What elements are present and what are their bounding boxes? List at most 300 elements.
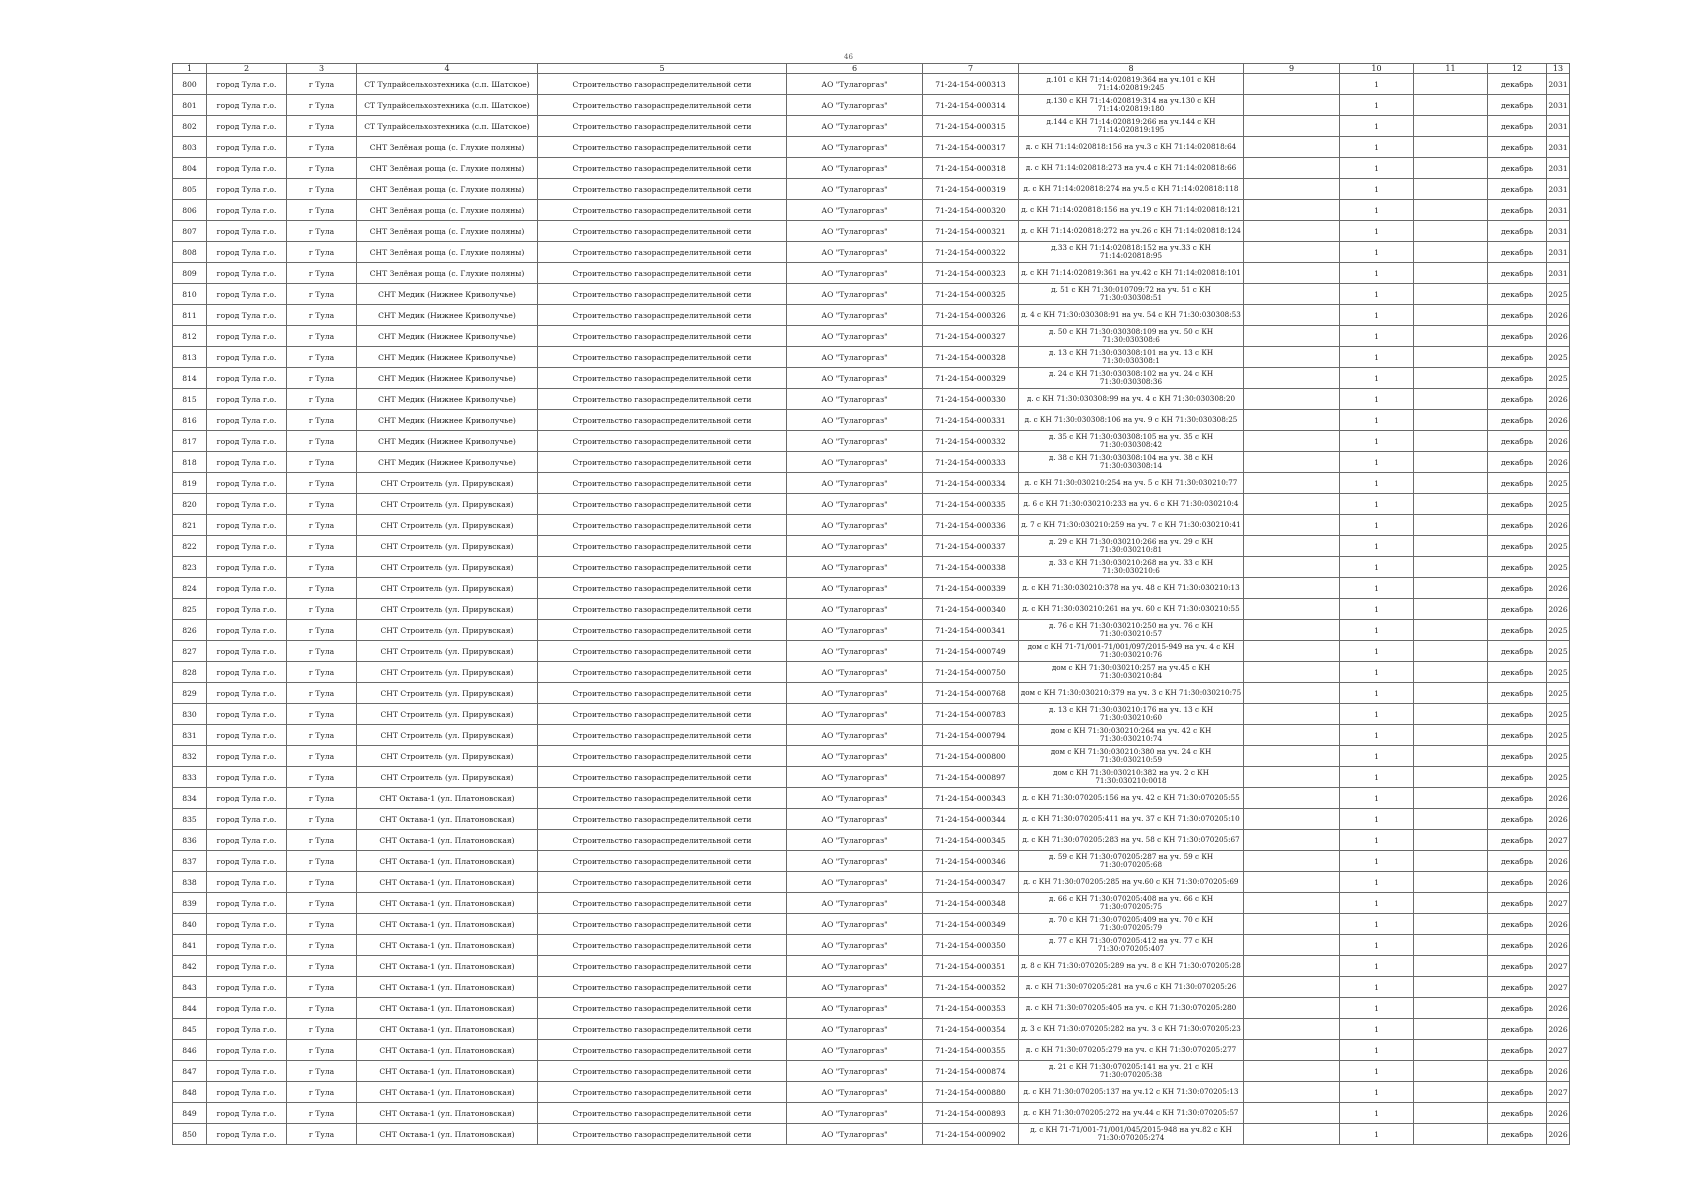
cell-settlement: г Тула <box>287 704 357 725</box>
cell-object-code: 71-24-154-000314 <box>923 95 1019 116</box>
cell-work-type: Строительство газораспределительной сети <box>538 914 787 935</box>
table-row <box>173 830 1570 851</box>
cell-object-name: СНТ Строитель (ул. Прирувская) <box>357 599 538 620</box>
cell-row-number: 836 <box>173 830 207 851</box>
cell-row-number: 835 <box>173 809 207 830</box>
cell-count: 1 <box>1340 893 1414 914</box>
cell-object-name: СНТ Зелёная роща (с. Глухие поляны) <box>357 263 538 284</box>
cell-object-code: 71-24-154-000332 <box>923 431 1019 452</box>
cell-month: декабрь <box>1488 1103 1547 1124</box>
cell-settlement: г Тула <box>287 347 357 368</box>
cell-year: 2031 <box>1547 74 1570 95</box>
cell-object-code: 71-24-154-000750 <box>923 662 1019 683</box>
cell-object-code: 71-24-154-000334 <box>923 473 1019 494</box>
cell-object-name: СНТ Медик (Нижнее Криволучье) <box>357 368 538 389</box>
cell-count: 1 <box>1340 557 1414 578</box>
cell-row-number: 838 <box>173 872 207 893</box>
cell-row-number: 832 <box>173 746 207 767</box>
cell-settlement: г Тула <box>287 179 357 200</box>
cell-work-type: Строительство газораспределительной сети <box>538 599 787 620</box>
cell-year: 2025 <box>1547 725 1570 746</box>
cell-work-type: Строительство газораспределительной сети <box>538 746 787 767</box>
cell-address-cadastral: д. 8 с КН 71:30:070205:289 на уч. 8 с КН 71:30:070205:28 <box>1019 956 1244 977</box>
cell-address-cadastral: д. с КН 71:30:070205:279 на уч. с КН 71:30:070205:277 <box>1019 1040 1244 1061</box>
cell-row-number: 827 <box>173 641 207 662</box>
table-row <box>173 116 1570 137</box>
cell-count: 1 <box>1340 347 1414 368</box>
cell-year: 2025 <box>1547 746 1570 767</box>
cell-row-number: 801 <box>173 95 207 116</box>
cell-address-cadastral: д. 50 с КН 71:30:030308:109 на уч. 50 с КН 71:30:030308:6 <box>1019 326 1244 347</box>
cell-operator: АО "Тулагоргаз" <box>787 347 923 368</box>
cell-operator: АО "Тулагоргаз" <box>787 557 923 578</box>
column-header-1: 1 <box>173 64 207 74</box>
cell-object-code: 71-24-154-000315 <box>923 116 1019 137</box>
cell-work-type: Строительство газораспределительной сети <box>538 1103 787 1124</box>
cell-col-11 <box>1414 599 1488 620</box>
cell-work-type: Строительство газораспределительной сети <box>538 494 787 515</box>
cell-object-code: 71-24-154-000320 <box>923 200 1019 221</box>
cell-count: 1 <box>1340 221 1414 242</box>
cell-address-cadastral: д. с КН 71:30:030210:254 на уч. 5 с КН 71:30:030210:77 <box>1019 473 1244 494</box>
cell-settlement: г Тула <box>287 662 357 683</box>
cell-object-code: 71-24-154-000749 <box>923 641 1019 662</box>
cell-count: 1 <box>1340 788 1414 809</box>
cell-object-name: СТ Тулрайсельхозтехника (с.п. Шатское) <box>357 74 538 95</box>
cell-row-number: 845 <box>173 1019 207 1040</box>
cell-count: 1 <box>1340 641 1414 662</box>
cell-row-number: 809 <box>173 263 207 284</box>
cell-row-number: 803 <box>173 137 207 158</box>
cell-count: 1 <box>1340 578 1414 599</box>
cell-municipality: город Тула г.о. <box>207 284 287 305</box>
cell-month: декабрь <box>1488 200 1547 221</box>
cell-work-type: Строительство газораспределительной сети <box>538 452 787 473</box>
cell-year: 2025 <box>1547 368 1570 389</box>
cell-work-type: Строительство газораспределительной сети <box>538 872 787 893</box>
cell-count: 1 <box>1340 368 1414 389</box>
cell-year: 2026 <box>1547 599 1570 620</box>
cell-address-cadastral: д. с КН 71:30:070205:285 на уч.60 с КН 71:30:070205:69 <box>1019 872 1244 893</box>
cell-object-code: 71-24-154-000329 <box>923 368 1019 389</box>
cell-col-9 <box>1244 851 1340 872</box>
cell-address-cadastral: д. 7 с КН 71:30:030210:259 на уч. 7 с КН 71:30:030210:41 <box>1019 515 1244 536</box>
cell-operator: АО "Тулагоргаз" <box>787 809 923 830</box>
cell-object-name: СНТ Строитель (ул. Прирувская) <box>357 620 538 641</box>
cell-count: 1 <box>1340 914 1414 935</box>
cell-object-name: СНТ Зелёная роща (с. Глухие поляны) <box>357 158 538 179</box>
cell-count: 1 <box>1340 116 1414 137</box>
cell-work-type: Строительство газораспределительной сети <box>538 641 787 662</box>
cell-address-cadastral: д.130 с КН 71:14:020819:314 на уч.130 с КН 71:14:020819:180 <box>1019 95 1244 116</box>
cell-year: 2026 <box>1547 809 1570 830</box>
header-row <box>173 64 1570 74</box>
cell-operator: АО "Тулагоргаз" <box>787 494 923 515</box>
cell-year: 2026 <box>1547 935 1570 956</box>
cell-municipality: город Тула г.о. <box>207 74 287 95</box>
cell-operator: АО "Тулагоргаз" <box>787 158 923 179</box>
cell-object-name: СНТ Октава-1 (ул. Платоновская) <box>357 788 538 809</box>
cell-col-9 <box>1244 263 1340 284</box>
gasification-schedule-table <box>172 63 1570 1145</box>
cell-col-9 <box>1244 1061 1340 1082</box>
cell-col-9 <box>1244 641 1340 662</box>
cell-month: декабрь <box>1488 704 1547 725</box>
cell-year: 2026 <box>1547 452 1570 473</box>
cell-col-11 <box>1414 263 1488 284</box>
table-row <box>173 473 1570 494</box>
cell-col-11 <box>1414 137 1488 158</box>
cell-object-code: 71-24-154-000347 <box>923 872 1019 893</box>
cell-col-11 <box>1414 557 1488 578</box>
cell-operator: АО "Тулагоргаз" <box>787 578 923 599</box>
cell-count: 1 <box>1340 1040 1414 1061</box>
cell-object-name: СНТ Октава-1 (ул. Платоновская) <box>357 851 538 872</box>
cell-col-9 <box>1244 74 1340 95</box>
cell-count: 1 <box>1340 284 1414 305</box>
table-row <box>173 305 1570 326</box>
cell-settlement: г Тула <box>287 305 357 326</box>
cell-col-9 <box>1244 200 1340 221</box>
cell-municipality: город Тула г.о. <box>207 263 287 284</box>
cell-row-number: 813 <box>173 347 207 368</box>
cell-row-number: 819 <box>173 473 207 494</box>
cell-row-number: 844 <box>173 998 207 1019</box>
cell-settlement: г Тула <box>287 515 357 536</box>
cell-row-number: 831 <box>173 725 207 746</box>
cell-address-cadastral: дом с КН 71:30:030210:382 на уч. 2 с КН 71:30:030210:0018 <box>1019 767 1244 788</box>
cell-work-type: Строительство газораспределительной сети <box>538 935 787 956</box>
cell-col-9 <box>1244 305 1340 326</box>
cell-municipality: город Тула г.о. <box>207 620 287 641</box>
cell-work-type: Строительство газораспределительной сети <box>538 473 787 494</box>
cell-municipality: город Тула г.о. <box>207 515 287 536</box>
cell-month: декабрь <box>1488 410 1547 431</box>
cell-address-cadastral: д. с КН 71:30:030210:378 на уч. 48 с КН 71:30:030210:13 <box>1019 578 1244 599</box>
cell-settlement: г Тула <box>287 1082 357 1103</box>
cell-col-11 <box>1414 158 1488 179</box>
cell-municipality: город Тула г.о. <box>207 137 287 158</box>
cell-month: декабрь <box>1488 536 1547 557</box>
cell-col-9 <box>1244 95 1340 116</box>
cell-month: декабрь <box>1488 977 1547 998</box>
cell-count: 1 <box>1340 872 1414 893</box>
cell-row-number: 826 <box>173 620 207 641</box>
cell-municipality: город Тула г.о. <box>207 767 287 788</box>
cell-year: 2025 <box>1547 683 1570 704</box>
cell-municipality: город Тула г.о. <box>207 389 287 410</box>
cell-work-type: Строительство газораспределительной сети <box>538 767 787 788</box>
cell-address-cadastral: д. 13 с КН 71:30:030308:101 на уч. 13 с КН 71:30:030308:1 <box>1019 347 1244 368</box>
cell-year: 2031 <box>1547 242 1570 263</box>
cell-object-name: СНТ Строитель (ул. Прирувская) <box>357 746 538 767</box>
cell-work-type: Строительство газораспределительной сети <box>538 998 787 1019</box>
cell-year: 2031 <box>1547 137 1570 158</box>
cell-municipality: город Тула г.о. <box>207 200 287 221</box>
cell-settlement: г Тула <box>287 1103 357 1124</box>
cell-operator: АО "Тулагоргаз" <box>787 725 923 746</box>
cell-address-cadastral: д.33 с КН 71:14:020818:152 на уч.33 с КН 71:14:020818:95 <box>1019 242 1244 263</box>
cell-municipality: город Тула г.о. <box>207 599 287 620</box>
cell-col-9 <box>1244 578 1340 599</box>
cell-object-name: СНТ Октава-1 (ул. Платоновская) <box>357 1019 538 1040</box>
cell-settlement: г Тула <box>287 956 357 977</box>
cell-address-cadastral: д. с КН 71:30:030308:99 на уч. 4 с КН 71:30:030308:20 <box>1019 389 1244 410</box>
cell-object-name: СНТ Зелёная роща (с. Глухие поляны) <box>357 221 538 242</box>
cell-month: декабрь <box>1488 452 1547 473</box>
cell-operator: АО "Тулагоргаз" <box>787 1040 923 1061</box>
cell-month: декабрь <box>1488 557 1547 578</box>
cell-municipality: город Тула г.о. <box>207 158 287 179</box>
cell-col-11 <box>1414 893 1488 914</box>
cell-settlement: г Тула <box>287 788 357 809</box>
cell-year: 2026 <box>1547 431 1570 452</box>
cell-month: декабрь <box>1488 578 1547 599</box>
cell-object-code: 71-24-154-000325 <box>923 284 1019 305</box>
cell-address-cadastral: д. с КН 71:30:070205:137 на уч.12 с КН 71:30:070205:13 <box>1019 1082 1244 1103</box>
cell-work-type: Строительство газораспределительной сети <box>538 74 787 95</box>
cell-col-11 <box>1414 410 1488 431</box>
cell-address-cadastral: д. с КН 71:30:030210:261 на уч. 60 с КН 71:30:030210:55 <box>1019 599 1244 620</box>
cell-work-type: Строительство газораспределительной сети <box>538 830 787 851</box>
cell-row-number: 811 <box>173 305 207 326</box>
cell-month: декабрь <box>1488 431 1547 452</box>
column-header-3: 3 <box>287 64 357 74</box>
cell-year: 2025 <box>1547 704 1570 725</box>
cell-object-code: 71-24-154-000800 <box>923 746 1019 767</box>
cell-year: 2031 <box>1547 263 1570 284</box>
cell-object-code: 71-24-154-000341 <box>923 620 1019 641</box>
cell-month: декабрь <box>1488 494 1547 515</box>
cell-object-name: СНТ Строитель (ул. Прирувская) <box>357 578 538 599</box>
cell-work-type: Строительство газораспределительной сети <box>538 431 787 452</box>
cell-municipality: город Тула г.о. <box>207 557 287 578</box>
cell-row-number: 847 <box>173 1061 207 1082</box>
cell-object-code: 71-24-154-000331 <box>923 410 1019 431</box>
cell-year: 2025 <box>1547 557 1570 578</box>
cell-work-type: Строительство газораспределительной сети <box>538 1082 787 1103</box>
cell-month: декабрь <box>1488 74 1547 95</box>
cell-work-type: Строительство газораспределительной сети <box>538 515 787 536</box>
cell-row-number: 800 <box>173 74 207 95</box>
cell-col-11 <box>1414 830 1488 851</box>
cell-year: 2026 <box>1547 851 1570 872</box>
cell-operator: АО "Тулагоргаз" <box>787 431 923 452</box>
cell-object-name: СНТ Строитель (ул. Прирувская) <box>357 725 538 746</box>
cell-object-name: СНТ Строитель (ул. Прирувская) <box>357 494 538 515</box>
cell-object-name: СНТ Строитель (ул. Прирувская) <box>357 704 538 725</box>
cell-col-11 <box>1414 641 1488 662</box>
cell-municipality: город Тула г.о. <box>207 662 287 683</box>
cell-object-code: 71-24-154-000322 <box>923 242 1019 263</box>
cell-count: 1 <box>1340 95 1414 116</box>
table-row <box>173 200 1570 221</box>
cell-count: 1 <box>1340 1124 1414 1145</box>
cell-operator: АО "Тулагоргаз" <box>787 473 923 494</box>
cell-settlement: г Тула <box>287 95 357 116</box>
cell-row-number: 848 <box>173 1082 207 1103</box>
cell-object-code: 71-24-154-000350 <box>923 935 1019 956</box>
cell-settlement: г Тула <box>287 683 357 704</box>
cell-work-type: Строительство газораспределительной сети <box>538 620 787 641</box>
cell-object-name: СНТ Октава-1 (ул. Платоновская) <box>357 977 538 998</box>
cell-address-cadastral: д. 76 с КН 71:30:030210:250 на уч. 76 с КН 71:30:030210:57 <box>1019 620 1244 641</box>
cell-object-code: 71-24-154-000902 <box>923 1124 1019 1145</box>
table-row <box>173 956 1570 977</box>
cell-settlement: г Тула <box>287 536 357 557</box>
cell-year: 2026 <box>1547 914 1570 935</box>
cell-col-9 <box>1244 788 1340 809</box>
cell-work-type: Строительство газораспределительной сети <box>538 95 787 116</box>
cell-object-code: 71-24-154-000346 <box>923 851 1019 872</box>
cell-municipality: город Тула г.о. <box>207 977 287 998</box>
cell-col-9 <box>1244 830 1340 851</box>
cell-municipality: город Тула г.о. <box>207 956 287 977</box>
cell-operator: АО "Тулагоргаз" <box>787 830 923 851</box>
cell-municipality: город Тула г.о. <box>207 998 287 1019</box>
cell-object-code: 71-24-154-000344 <box>923 809 1019 830</box>
cell-operator: АО "Тулагоргаз" <box>787 389 923 410</box>
table-row <box>173 515 1570 536</box>
cell-year: 2026 <box>1547 578 1570 599</box>
cell-year: 2025 <box>1547 347 1570 368</box>
table-row <box>173 137 1570 158</box>
cell-operator: АО "Тулагоргаз" <box>787 116 923 137</box>
cell-settlement: г Тула <box>287 1124 357 1145</box>
column-header-12: 12 <box>1488 64 1547 74</box>
cell-object-name: СНТ Зелёная роща (с. Глухие поляны) <box>357 200 538 221</box>
cell-settlement: г Тула <box>287 284 357 305</box>
cell-col-11 <box>1414 326 1488 347</box>
cell-operator: АО "Тулагоргаз" <box>787 1124 923 1145</box>
table-row <box>173 704 1570 725</box>
cell-work-type: Строительство газораспределительной сети <box>538 683 787 704</box>
cell-row-number: 839 <box>173 893 207 914</box>
table-row <box>173 914 1570 935</box>
cell-address-cadastral: д. 3 с КН 71:30:070205:282 на уч. 3 с КН 71:30:070205:23 <box>1019 1019 1244 1040</box>
cell-col-11 <box>1414 452 1488 473</box>
cell-settlement: г Тула <box>287 620 357 641</box>
cell-month: декабрь <box>1488 158 1547 179</box>
cell-settlement: г Тула <box>287 641 357 662</box>
cell-col-11 <box>1414 494 1488 515</box>
cell-month: декабрь <box>1488 599 1547 620</box>
cell-address-cadastral: д. с КН 71:30:070205:156 на уч. 42 с КН 71:30:070205:55 <box>1019 788 1244 809</box>
cell-work-type: Строительство газораспределительной сети <box>538 1040 787 1061</box>
table-row <box>173 767 1570 788</box>
cell-operator: АО "Тулагоргаз" <box>787 536 923 557</box>
cell-object-code: 71-24-154-000340 <box>923 599 1019 620</box>
cell-settlement: г Тула <box>287 368 357 389</box>
cell-month: декабрь <box>1488 137 1547 158</box>
cell-address-cadastral: д. 51 с КН 71:30:010709:72 на уч. 51 с КН 71:30:030308:51 <box>1019 284 1244 305</box>
table-row <box>173 431 1570 452</box>
cell-col-9 <box>1244 557 1340 578</box>
cell-object-name: СНТ Строитель (ул. Прирувская) <box>357 536 538 557</box>
cell-col-9 <box>1244 893 1340 914</box>
table-row <box>173 1103 1570 1124</box>
cell-work-type: Строительство газораспределительной сети <box>538 662 787 683</box>
cell-work-type: Строительство газораспределительной сети <box>538 305 787 326</box>
cell-count: 1 <box>1340 74 1414 95</box>
cell-object-name: СНТ Строитель (ул. Прирувская) <box>357 557 538 578</box>
cell-work-type: Строительство газораспределительной сети <box>538 956 787 977</box>
cell-settlement: г Тула <box>287 725 357 746</box>
table-row <box>173 893 1570 914</box>
cell-object-name: СНТ Медик (Нижнее Криволучье) <box>357 410 538 431</box>
cell-col-11 <box>1414 95 1488 116</box>
cell-col-11 <box>1414 536 1488 557</box>
cell-year: 2026 <box>1547 389 1570 410</box>
cell-col-11 <box>1414 851 1488 872</box>
cell-col-9 <box>1244 1040 1340 1061</box>
cell-operator: АО "Тулагоргаз" <box>787 872 923 893</box>
cell-municipality: город Тула г.о. <box>207 221 287 242</box>
cell-col-9 <box>1244 683 1340 704</box>
table-row <box>173 662 1570 683</box>
cell-count: 1 <box>1340 683 1414 704</box>
cell-col-11 <box>1414 116 1488 137</box>
cell-address-cadastral: д. 35 с КН 71:30:030308:105 на уч. 35 с КН 71:30:030308:42 <box>1019 431 1244 452</box>
cell-count: 1 <box>1340 158 1414 179</box>
cell-year: 2025 <box>1547 494 1570 515</box>
cell-object-code: 71-24-154-000335 <box>923 494 1019 515</box>
cell-settlement: г Тула <box>287 557 357 578</box>
cell-address-cadastral: дом с КН 71-71/001-71/001/097/2015-949 на уч. 4 с КН 71:30:030210:76 <box>1019 641 1244 662</box>
cell-work-type: Строительство газораспределительной сети <box>538 284 787 305</box>
cell-count: 1 <box>1340 242 1414 263</box>
cell-col-9 <box>1244 1103 1340 1124</box>
cell-settlement: г Тула <box>287 977 357 998</box>
column-header-4: 4 <box>357 64 538 74</box>
cell-month: декабрь <box>1488 662 1547 683</box>
cell-year: 2026 <box>1547 1103 1570 1124</box>
cell-address-cadastral: д. с КН 71:30:070205:283 на уч. 58 с КН 71:30:070205:67 <box>1019 830 1244 851</box>
cell-col-9 <box>1244 767 1340 788</box>
cell-object-code: 71-24-154-000317 <box>923 137 1019 158</box>
cell-work-type: Строительство газораспределительной сети <box>538 893 787 914</box>
cell-object-code: 71-24-154-000768 <box>923 683 1019 704</box>
cell-address-cadastral: д. с КН 71:30:070205:405 на уч. с КН 71:30:070205:280 <box>1019 998 1244 1019</box>
cell-col-9 <box>1244 536 1340 557</box>
cell-work-type: Строительство газораспределительной сети <box>538 851 787 872</box>
cell-count: 1 <box>1340 410 1414 431</box>
cell-col-11 <box>1414 683 1488 704</box>
cell-year: 2026 <box>1547 410 1570 431</box>
table-row <box>173 452 1570 473</box>
cell-col-9 <box>1244 935 1340 956</box>
cell-row-number: 816 <box>173 410 207 431</box>
cell-operator: АО "Тулагоргаз" <box>787 977 923 998</box>
cell-work-type: Строительство газораспределительной сети <box>538 116 787 137</box>
cell-object-code: 71-24-154-000349 <box>923 914 1019 935</box>
cell-count: 1 <box>1340 620 1414 641</box>
table-row <box>173 620 1570 641</box>
cell-row-number: 833 <box>173 767 207 788</box>
cell-municipality: город Тула г.о. <box>207 347 287 368</box>
cell-address-cadastral: д. 4 с КН 71:30:030308:91 на уч. 54 с КН 71:30:030308:53 <box>1019 305 1244 326</box>
cell-col-9 <box>1244 872 1340 893</box>
cell-col-9 <box>1244 914 1340 935</box>
cell-work-type: Строительство газораспределительной сети <box>538 809 787 830</box>
cell-settlement: г Тула <box>287 200 357 221</box>
cell-col-9 <box>1244 284 1340 305</box>
cell-object-name: СНТ Октава-1 (ул. Платоновская) <box>357 956 538 977</box>
table-row <box>173 284 1570 305</box>
cell-object-name: СНТ Медик (Нижнее Криволучье) <box>357 284 538 305</box>
cell-object-code: 71-24-154-000897 <box>923 767 1019 788</box>
cell-col-9 <box>1244 452 1340 473</box>
